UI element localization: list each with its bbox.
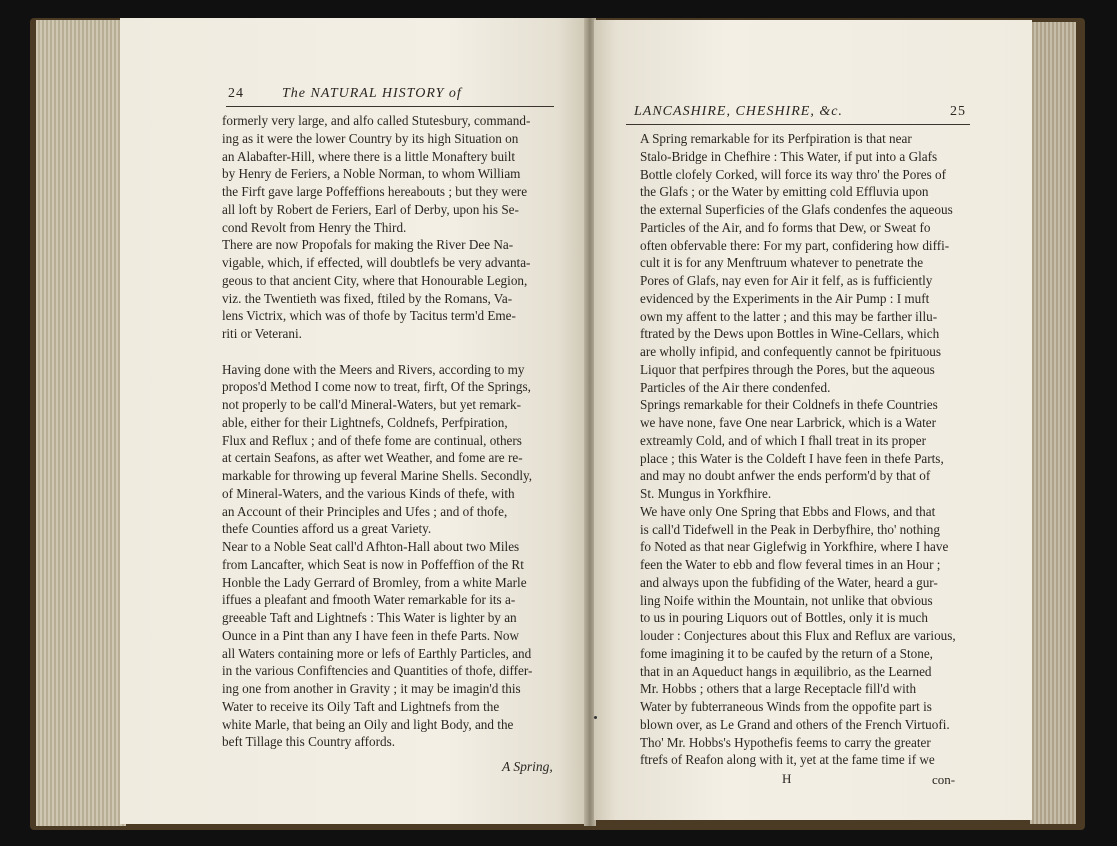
text-line: We have only One Spring that Ebbs and Flows, and that [640, 503, 936, 519]
text-line: place ; this Water is the Coldeft I have feen in thefe Parts, [640, 450, 944, 466]
text-line: riti or Veterani. [222, 326, 302, 341]
text-line: formerly very large, and alfo called Stutesbury, command- [222, 113, 531, 128]
text-line: an Alabafter-Hill, where there is a little Monaftery built [222, 148, 516, 164]
text-line: the Firft gave large Poffeffions hereabouts ; but they were [222, 184, 528, 199]
text-line: white Marle, that being an Oily and light Body, and the [222, 716, 514, 732]
text-line: lens Victrix, which was of thofe by Tacitus term'd Eme- [222, 308, 516, 324]
text-line: Flux and Reflux ; and of thefe fome are continual, others [222, 432, 522, 448]
text-line: ftrated by the Dews upon Bottles in Wine-Cellars, which [640, 326, 940, 342]
left-page-number: 24 [228, 86, 244, 101]
right-catchword: con- [932, 772, 956, 787]
text-line: all loft by Robert de Feriers, Earl of Derby, upon his Se- [222, 201, 519, 217]
right-page [594, 20, 1032, 820]
text-line: Stalo-Bridge in Chefhire : This Water, if put into a Glafs [640, 148, 938, 164]
right-head-rule [626, 124, 970, 125]
text-line: markable for throwing up feveral Marine Shells. Secondly, [222, 468, 533, 483]
text-line: and may no doubt anfwer the ends perform'd by that of [640, 468, 931, 484]
text-line: to us in pouring Liquors out of Bottles, only it is much [640, 610, 928, 626]
left-page-stack [36, 20, 126, 826]
left-running-head: The NATURAL HISTORY of [282, 86, 462, 101]
text-line: viz. the Twentieth was fixed, ftiled by the Romans, Va- [222, 290, 513, 306]
text-line: Pores of Glafs, nay even for Air it felf, as is fufficiently [640, 273, 933, 288]
text-line: all Waters containing more or lefs of Earthly Particles, and [222, 645, 532, 661]
text-line: extreamly Cold, and of which I fhall treat in its proper [640, 432, 927, 448]
text-line: of Mineral-Waters, and the various Kinds of thefe, with [222, 485, 515, 501]
text-line: own my affent to the latter ; and this may be farther illu- [640, 308, 938, 324]
text-line: an Account of their Principles and Ufes ; and of thofe, [222, 503, 508, 519]
text-line: cond Revolt from Henry the Third. [222, 219, 407, 235]
text-line: iffues a pleafant and fmooth Water remarkable for its a- [222, 592, 516, 608]
right-body-text [640, 130, 985, 769]
text-line: and always upon the fubfiding of the Water, heard a gur- [640, 574, 938, 590]
text-line: fome imagining it to be caufed by the return of a Stone, [640, 645, 933, 661]
text-line: louder : Conjectures about this Flux and Reflux are various, [640, 628, 956, 643]
text-line: Having done with the Meers and Rivers, according to my [222, 361, 525, 377]
text-line: Tho' Mr. Hobbs's Hypothefis feems to carry the greater [640, 734, 931, 750]
text-line: the external Superficies of the Glafs condenfes the aqueous [640, 202, 953, 217]
right-page-number: 25 [950, 104, 966, 119]
right-signature-mark: H [782, 771, 792, 786]
text-line: often obfervable there: For my part, confidering how diffi- [640, 237, 950, 253]
text-line: Honble the Lady Gerrard of Bromley, from a white Marle [222, 574, 527, 590]
text-line: fo Noted as that near Giglefwig in Yorkfhire, where I have [640, 539, 949, 555]
gutter-mark [594, 716, 597, 719]
text-line: Particles of the Air, and fo forms that Dew, or Sweat fo [640, 219, 931, 235]
text-line: propos'd Method I come now to treat, firft, Of the Springs, [222, 379, 531, 395]
text-line: ing as it were the lower Country by its high Situation on [222, 130, 519, 146]
text-line: not properly to be call'd Mineral-Waters, but yet remark- [222, 397, 522, 412]
text-line: vigable, which, if effected, will doubtlefs be very advanta- [222, 255, 531, 270]
text-line: ftrefs of Reafon along with it, yet at the fame time if we [640, 752, 935, 768]
text-line: There are now Propofals for making the River Dee Na- [222, 237, 514, 253]
text-line: A Spring remarkable for its Perfpiration is that near [640, 131, 912, 146]
text-line: feen the Water to ebb and flow feveral times in an Hour ; [640, 557, 941, 572]
left-catchword: A Spring, [502, 759, 553, 774]
right-running-head: LANCASHIRE, CHESHIRE, &c. [634, 104, 843, 119]
text-line: ling Noife within the Mountain, not unlike that obvious [640, 592, 933, 608]
text-line: Near to a Noble Seat call'd Afhton-Hall about two Miles [222, 539, 520, 554]
right-page-stack [1030, 22, 1076, 824]
text-line [222, 343, 570, 361]
text-line: Bottle clofely Corked, will force its way thro' the Pores of [640, 166, 946, 182]
text-line: Water by fubterraneous Winds from the oppofite part is [640, 699, 932, 714]
text-line: geous to that ancient City, where that Honourable Legion, [222, 272, 528, 288]
text-line: greeable Taft and Lightnefs : This Water is lighter by an [222, 610, 517, 625]
text-line: St. Mungus in Yorkfhire. [640, 486, 772, 501]
text-line: Liquor that perfpires through the Pores, but the aqueous [640, 361, 935, 377]
text-line: thefe Counties afford us a great Variety. [222, 521, 432, 537]
text-line: Ounce in a Pint than any I have feen in thefe Parts. Now [222, 627, 519, 643]
text-line: evidenced by the Experiments in the Air Pump : I muft [640, 290, 930, 306]
text-line: at certain Seafons, as after wet Weather, and fome are re- [222, 450, 523, 466]
text-line: ing one from another in Gravity ; it may be imagin'd this [222, 681, 521, 696]
text-line: Water to receive its Oily Taft and Lightnefs from the [222, 698, 500, 714]
text-line: is call'd Tidefwell in the Peak in Derbyfhire, tho' nothing [640, 521, 940, 537]
text-line: blown over, as Le Grand and others of the French Virtuofi. [640, 716, 950, 732]
text-line: Mr. Hobbs ; others that a large Receptacle fill'd with [640, 681, 917, 697]
text-line: Springs remarkable for their Coldnefs in thefe Countries [640, 397, 938, 413]
text-line: we have none, fave One near Larbrick, which is a Water [640, 415, 937, 430]
text-line: Particles of the Air there condenfed. [640, 379, 831, 395]
text-line: able, either for their Lightnefs, Coldnefs, Perfpiration, [222, 414, 508, 430]
text-line: cult it is for any Menftruum whatever to penetrate the [640, 255, 924, 271]
text-line: from Lancafter, which Seat is now in Poffeffion of the Rt [222, 556, 524, 572]
text-line: in the various Confiftencies and Quantities of thofe, differ- [222, 663, 533, 679]
left-head-rule [226, 106, 554, 107]
text-line: that in an Aqueduct hangs in æquilibrio, as the Learned [640, 663, 932, 679]
left-body-text [222, 112, 570, 751]
text-line: beft Tillage this Country affords. [222, 734, 396, 750]
text-line: the Glafs ; or the Water by emitting cold Effluvia upon [640, 184, 929, 200]
text-line: are wholly infipid, and confequently cannot be fpirituous [640, 344, 942, 359]
text-line: by Henry de Feriers, a Noble Norman, to whom William [222, 166, 521, 182]
left-page [120, 18, 586, 824]
